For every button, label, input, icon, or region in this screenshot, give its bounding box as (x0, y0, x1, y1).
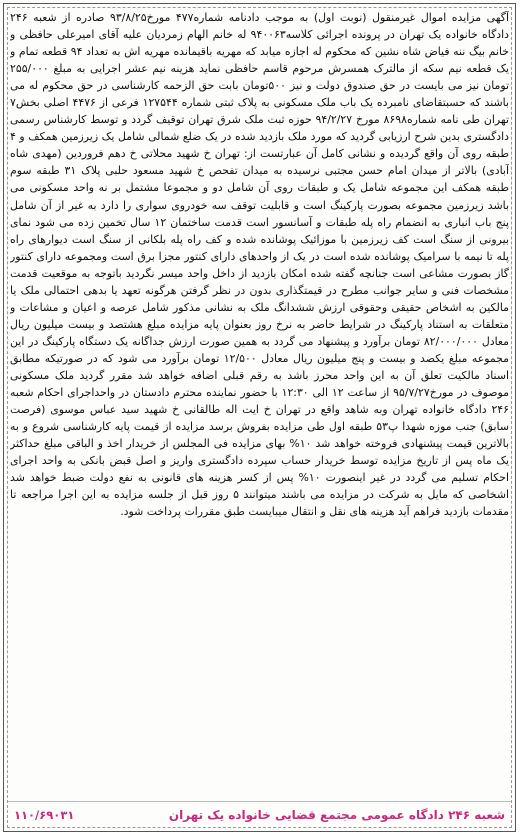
court-signature: شعبه ۲۴۶ دادگاه عمومی مجتمع قضایی خانواده یک تهران (168, 807, 505, 822)
notice-code: ۱۱۰/۶۹۰۳۱ (14, 807, 75, 822)
notice-frame (3, 3, 516, 832)
notice-body: آگهی مزایده اموال غیرمنقول (نوبت اول) به موجب دادنامه شماره۴۷۷ مورخ۹۳/۸/۲۵ صادره از شعبه ۲۴۶ دادگاه خانواده یک تهران در پرونده اجرائی کلاسه۹۴۰۰۶۳ له خانم الهام زمردیان علیه آقای امیرعلی حافظی و خانم بیگ ننه فیاض شاه نشین که محکوم له اجازه میابد که مهریه باقیمانده مهریه اش به تعداد ۹۴ قطعه تمام و یک قطعه نیم سکه از مالترک همسرش مرحوم قاسم حافظی نماید هزینه نیم عشر اجرایی به مبلغ ۲۵۵/۰۰۰ تومان نیز می بایست در حق صندوق دولت و نیز ۵۰۰تومان بابت حق الزحمه کارشناسی در حق محکوم له می باشند که حسبتقاضای نامبرده یک باب ملک مسکونی به پلاک ثبتی شماره ۱۲۷۵۴۴ فرعی از ۴۴۷۶ اصلی بخش۷ تهران طی نامه شماره۸۶۹۸ مورخ ۹۴/۲/۲۷ حوزه ثبت ملک شرق تهران توقیف گردد و توسط کارشناس رسمی دادگستری بدین شرح ارزیابی گردید که مورد ملک بازدید شده در یک ضلع شمالی شامل یک زیرزمین همکف و ۴ طبقه روی آن واقع گردیده و نشانی کامل آن عبارتست از: تهران خ شهید محلاتی خ دهم فروردین (مهدی شاه آبادی) بالاتر از میدان امام حسن مجتبی نرسیده به میدان تفحص خ شهید مسعود حلبی پلاک ۳۱ طبقه سوم طبقه همکف این مجموعه شامل یک و طبقات روی آن شامل دو و مجموعا مشتمل بر نه واحد مسکونی می باشد زیرزمین مجموعه بصورت پارکینگ است و قابلیت توقف سه خودروی سواری را دارد به غیر از آن شامل پنج باب انباری به انضمام راه پله طبقات و آسانسور است قدمت ساختمان ۱۲ سال تخمین زده می شود نمای بیرونی از سنگ است کف زیرزمین با موزائیک پوشانده شده و کف راه پله بلکانی از سنگ است دیوارهای راه پله تا نیمه با سرامیک پوشانده شده است در یک از واحدهای دارای کنتور مجزا برق است ومجموعه دارای کنتور گاز بصورت مشاعی است جنانچه گفته شده امکان بازدید از داخل واحد میسر نگردید باتوجه به موقعیت قدمت مشخصات فنی و سایر جوانب مطرح در قیمتگذاری بدون در نظر گرفتن هرگونه تعهد یا بدهی احتمالی ملک یا مالکین به اشخاص حقیقی وحقوقی ارزش ششدانگ ملک به نشانی مذکور شامل عرصه و اعیان و مشاعات و متعلقات به استناد پارکینگ در شرایط حاضر به نرخ روز بعنوان پایه مزایده مبلغ هشتصد و بیست میلیون ریال معادل ۸۲/۰۰۰/۰۰۰ تومان برآورد و پیشنهاد می گردد به همین صورت ارزش جداگانه یک دستگاه پارکینگ در این مجموعه مبلغ یکصد و بیست و پنج میلیون ریال معادل ۱۲/۵۰۰ تومان برآورد می شود که در صورتیکه مطابق اسناد مالکیت تعلق آن به این واحد محرز باشد به رقم قبلی اضافه خواهد شد مقرر گردید ملک مسکونی موصوف در مورخ۹۵/۷/۲۷ از ساعت ۱۲ الی ۱۲:۳۰ با حضور نماینده محترم دادستان در واحداجرای احکام شعبه ۲۴۶ دادگاه خانواده تهران وبه شاهد واقع در تهران خ ایت اله طالقانی خ شهید سید عباس موسوی (فرصت سابق) جنب موزه شهدا پ۵۳ طبقه اول طی مزایده بفروش برسد مزایده از قیمت پایه کارشناسی شروع و به بالاترین قیمت پیشنهادی فروخته خواهد شد ۱۰% بهای مزایده فی المجلس از خریدار اخذ و الباقی مبلغ حداکثر یک ماه پس از تاریخ مزایده توسط خریدار حساب سپرده دادگستری واریز و اصل قبض بانکی به واحد اجرای احکام تسلیم می گردد در غیر اینصورت ۱۰% پس از کسر هزینه های قانونی به نفع دولت ضبط خواهد شد اشخاصی که مایل به شرکت در مزایده می باشند میتوانند ۵ روز قبل از جلسه مزایده به این اجرا مراجعه تا مقدمات بازدید فراهم آید هزینه های نقل و انتقال میبایست طبق مقررات پرداخت شود. (10, 11, 509, 519)
notice-footer (8, 801, 511, 827)
